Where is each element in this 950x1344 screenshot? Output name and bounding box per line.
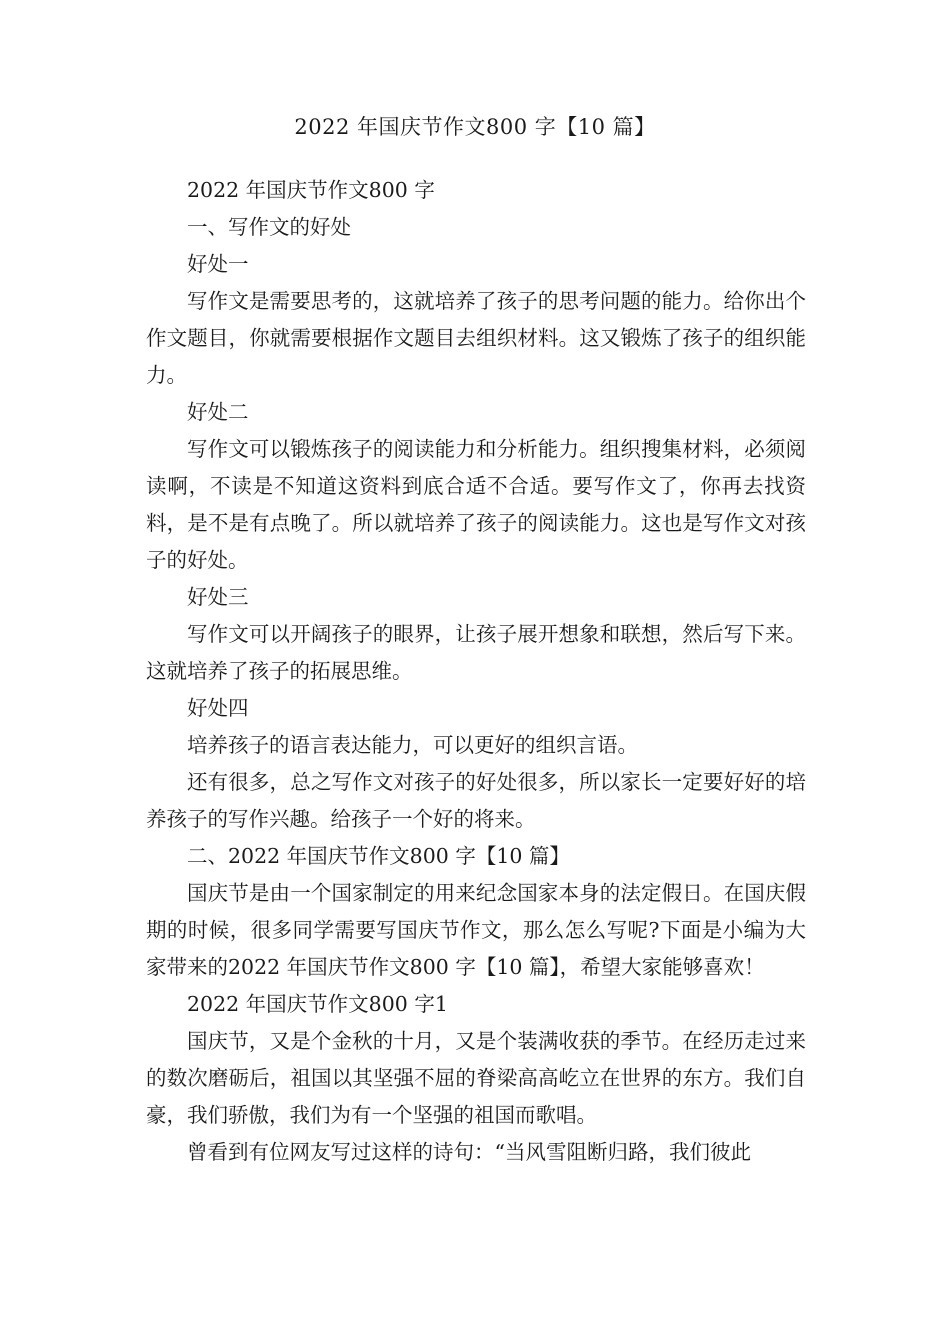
document-title: 2022 年国庆节作文800 字【10 篇】 — [294, 115, 656, 139]
paragraph: 还有很多，总之写作文对孩子的好处很多，所以家长一定要好好的培养孩子的写作兴趣。给孩子一个好的将来。 — [146, 770, 806, 831]
section-heading-essays: 二、2022 年国庆节作文800 字【10 篇】 — [187, 844, 570, 868]
paragraph: 国庆节，又是个金秋的十月，又是个装满收获的季节。在经历走过来的数次磨砺后，祖国以其坚强不屈的脊梁高高屹立在世界的东方。我们自豪，我们骄傲，我们为有一个坚强的祖国而歌唱。 — [146, 1029, 806, 1127]
paragraph: 写作文是需要思考的，这就培养了孩子的思考问题的能力。给你出个作文题目，你就需要根据作文题目去组织材料。这又锻炼了孩子的组织能力。 — [146, 289, 806, 387]
paragraph: 培养孩子的语言表达能力，可以更好的组织言语。 — [187, 733, 638, 757]
subheading-benefit-2: 好处二 — [187, 400, 249, 424]
subheading-benefit-3: 好处三 — [187, 585, 249, 609]
paragraph: 写作文可以开阔孩子的眼界，让孩子展开想象和联想，然后写下来。这就培养了孩子的拓展思维。 — [146, 622, 806, 683]
subheading-benefit-4: 好处四 — [187, 696, 249, 720]
document-body — [146, 172, 806, 1171]
paragraph: 国庆节是由一个国家制定的用来纪念国家本身的法定假日。在国庆假期的时候，很多同学需要写国庆节作文，那么怎么写呢?下面是小编为大家带来的2022 年国庆节作文800 字【10 篇】，希望大家能够喜欢！ — [146, 881, 806, 979]
subheading-benefit-1: 好处一 — [187, 252, 249, 276]
section-heading-benefits: 一、写作文的好处 — [187, 215, 351, 239]
paragraph: 曾看到有位网友写过这样的诗句：“当风雪阻断归路，我们彼此 — [187, 1140, 751, 1164]
essay-heading-1: 2022 年国庆节作文800 字1 — [187, 992, 448, 1016]
paragraph: 写作文可以锻炼孩子的阅读能力和分析能力。组织搜集材料，必须阅读啊，不读是不知道这资料到底合适不合适。要写作文了，你再去找资料，是不是有点晚了。所以就培养了孩子的阅读能力。这也是写作文对孩子的好处。 — [146, 437, 806, 572]
paragraph-subtitle: 2022 年国庆节作文800 字 — [187, 178, 435, 202]
